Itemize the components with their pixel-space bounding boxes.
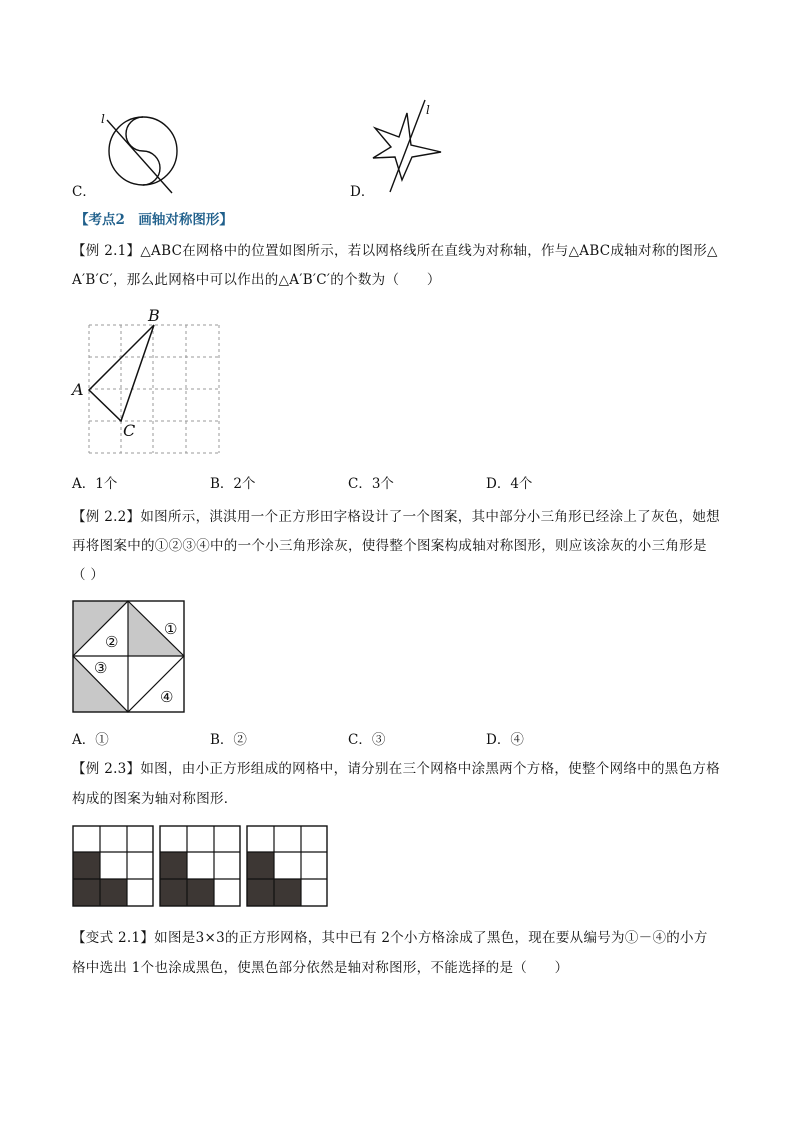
- star-figure: [365, 95, 455, 195]
- example-2-1-line2: A′B′C′，那么此网格中可以作出的△A′B′C′的个数为（ ）: [72, 272, 441, 288]
- variant-2-1-line1: [72, 925, 708, 951]
- option-d: D．④: [486, 732, 524, 748]
- grid-3: [247, 826, 327, 906]
- example-2-2-line2: 再将图案中的①②③④中的一个小三角形涂灰，使得整个图案构成轴对称图形，则应该涂灰的小三角形是: [72, 538, 707, 554]
- example-2-2-line3: （ ）: [72, 567, 105, 583]
- example-2-2-line1: [72, 504, 720, 530]
- option-d: D．4个: [486, 476, 533, 492]
- three-grids: [72, 825, 332, 909]
- option-c: C．③: [348, 732, 386, 748]
- option-a: A．1个: [72, 476, 118, 492]
- example-2-1-grid-figure: [70, 305, 230, 455]
- option-a: A．①: [72, 732, 109, 748]
- marker-4: ④: [160, 688, 174, 706]
- vertex-label-b: B: [148, 306, 160, 325]
- vertex-label-c: C: [123, 421, 136, 440]
- example-2-2-options: [72, 728, 672, 748]
- marker-3: ③: [94, 659, 108, 677]
- example-2-3-line2: 构成的图案为轴对称图形．: [72, 791, 238, 807]
- option-b: B．②: [210, 732, 247, 748]
- figure-d: [365, 95, 455, 195]
- section-heading: 【考点2 画轴对称图形】: [75, 212, 233, 228]
- variant-2-1-text1: 如图是3×3的正方形网格，其中已有 2个小方格涂成了黑色，现在要从编号为①－④的小方: [154, 930, 708, 946]
- example-2-1-line1: [72, 238, 718, 264]
- example-2-1-text1: △ABC在网格中的位置如图所示，若以网格线所在直线为对称轴，作与△ABC成轴对称的图形△: [140, 243, 718, 259]
- grid-2: [160, 826, 240, 906]
- option-d-label: D．: [350, 184, 375, 200]
- example-2-1-tag: 【例 2.1】: [72, 243, 141, 259]
- example-2-2-text1: 如图所示，淇淇用一个正方形田字格设计了一个图案，其中部分小三角形已经涂上了灰色，她想: [140, 509, 720, 525]
- example-2-3-text1: 如图，由小正方形组成的网格中，请分别在三个网格中涂黑两个方格，使整个网络中的黑色方格: [140, 761, 720, 777]
- option-b: B．2个: [210, 476, 256, 492]
- marker-1: ①: [164, 620, 178, 638]
- example-2-3-grids: [72, 825, 332, 909]
- option-c: C．3个: [348, 476, 394, 492]
- vertex-label-a: A: [72, 380, 84, 399]
- variant-2-1-tag: 【变式 2.1】: [72, 930, 155, 946]
- example-2-3-line1: [72, 756, 720, 782]
- marker-2: ②: [105, 633, 119, 651]
- grid-1: [73, 826, 153, 906]
- axis-label-c: l: [101, 112, 105, 126]
- variant-2-1-line2: 格中选出 1个也涂成黑色，使黑色部分依然是轴对称图形，不能选择的是（ ）: [72, 960, 569, 976]
- axis-label-d: l: [426, 103, 430, 117]
- option-c-label: C．: [72, 184, 96, 200]
- triangle-grid: [70, 305, 230, 455]
- example-2-1-options: [72, 472, 672, 492]
- example-2-3-tag: 【例 2.3】: [72, 761, 141, 777]
- example-2-2-tag: 【例 2.2】: [72, 509, 141, 525]
